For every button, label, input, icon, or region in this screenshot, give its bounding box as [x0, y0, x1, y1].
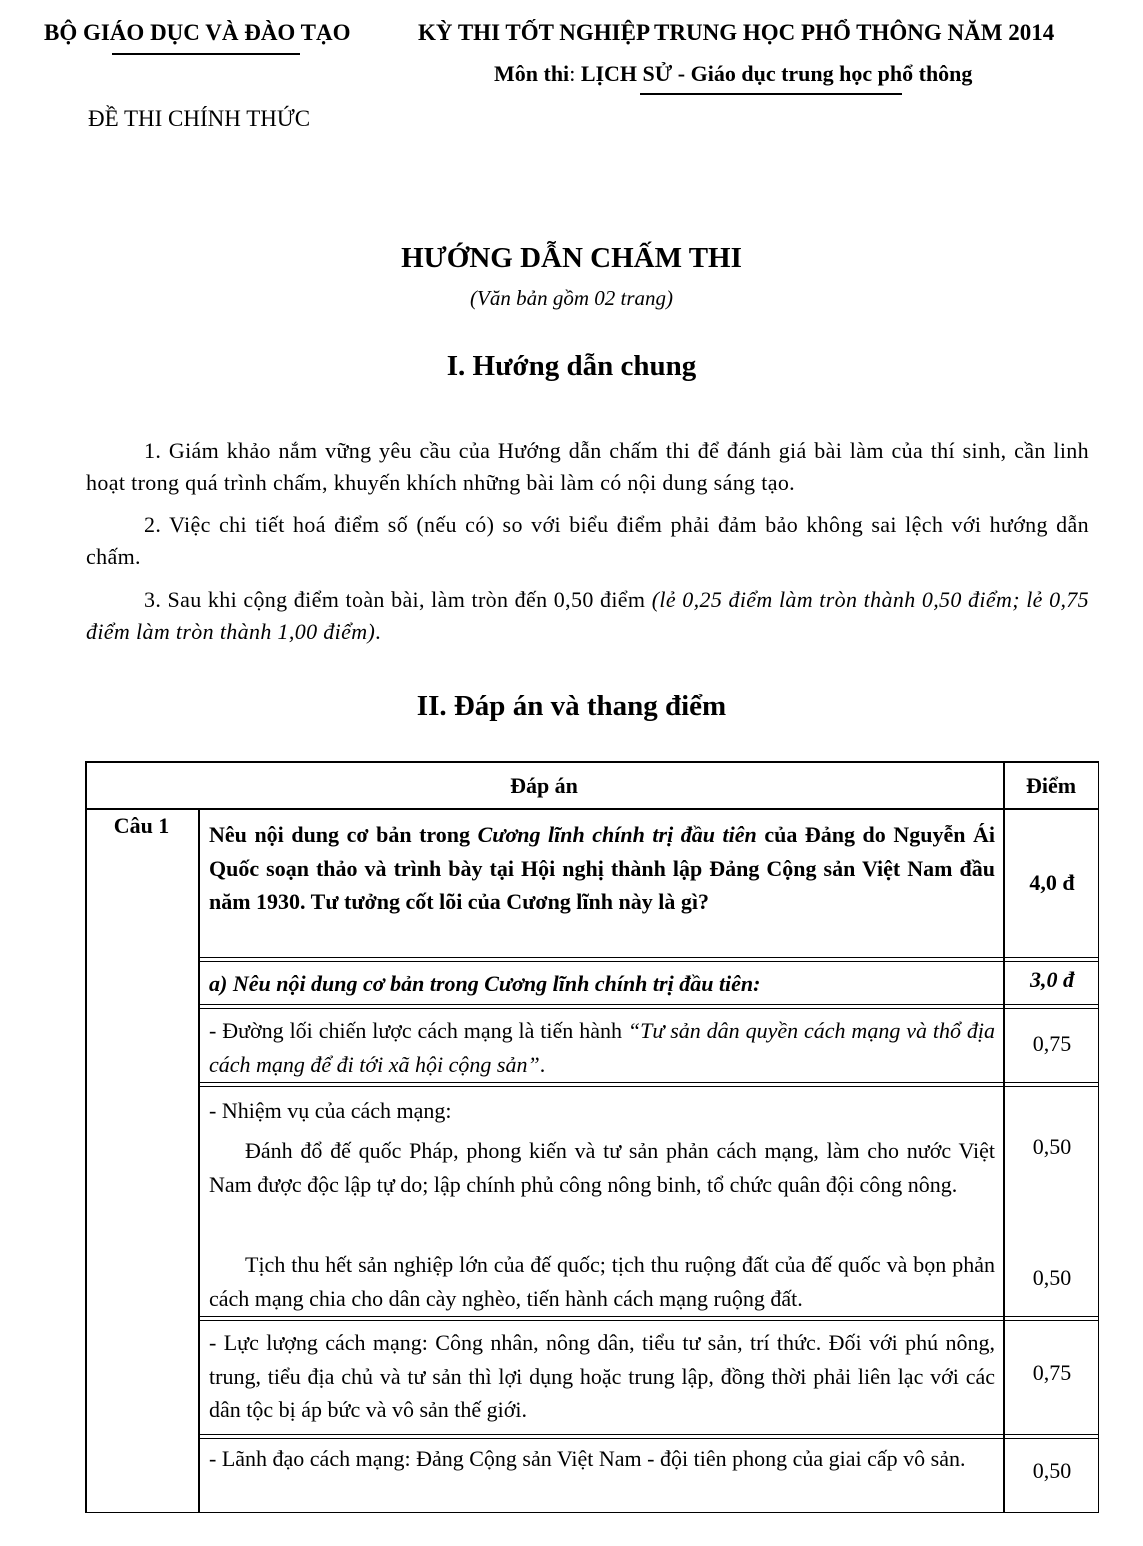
row-divider-5b: [198, 1438, 1099, 1439]
guideline-3-end: .: [375, 619, 382, 644]
subject-label: Môn thi: [494, 61, 570, 86]
guideline-2: 2. Việc chi tiết hoá điểm số (nếu có) so với biểu điểm phải đảm bảo không sai lệch với hướng dẫn chấm.: [86, 512, 1089, 569]
section-2-heading: II. Đáp án và thang điểm: [416, 690, 727, 722]
row-divider-4a: [198, 1316, 1099, 1317]
answer-tasks-para-1: Đánh đổ đế quốc Pháp, phong kiến và tư sản phản cách mạng, làm cho nước Việt Nam được độc lập tự do; lập chính phủ công nông binh, tổ chức quân đội công nông.: [209, 1138, 995, 1197]
answer-strategy-quote: “Tư sản dân quyền cách mạng và thổ địa cách mạng để đi tới xã hội cộng sản”: [209, 1018, 996, 1077]
question-label: Câu 1: [113, 813, 170, 838]
answer-tasks-title: - Nhiệm vụ của cách mạng:: [209, 1098, 452, 1123]
answer-forces: - Lực lượng cách mạng: Công nhân, nông dân, tiểu tư sản, trí thức. Đối với phú nông, trung, tiểu địa chủ và tư sản thì lợi dụng hoặc trung lập, đồng thời phải liên lạc với các dân tộc bị áp bức và vô sản thế giới.: [209, 1330, 995, 1422]
part-a-heading: a) Nêu nội dung cơ bản trong Cương lĩnh chính trị đầu tiên:: [209, 971, 761, 996]
answer-strategy-score: 0,75: [1032, 1031, 1072, 1056]
answer-strategy-lead: - Đường lối chiến lược cách mạng là tiến hành: [209, 1018, 628, 1043]
question-text-1: Nêu nội dung cơ bản trong: [209, 822, 478, 847]
part-a-score: 3,0 đ: [1030, 967, 1074, 992]
official-exam-label: ĐỀ THI CHÍNH THỨC: [88, 106, 311, 131]
row-divider-2a: [198, 1004, 1099, 1005]
guideline-1: 1. Giám khảo nắm vững yêu cầu của Hướng dẫn chấm thi để đánh giá bài làm của thí sinh, cần linh hoạt trong quá trình chấm, khuyến khích những bài làm có nội dung sáng tạo.: [86, 438, 1089, 495]
section-1-heading: I. Hướng dẫn chung: [446, 350, 697, 382]
subject-underline: [640, 93, 902, 95]
ministry-underline: [112, 53, 300, 55]
answer-strategy-end: .: [539, 1051, 546, 1077]
table-border-bottom: [85, 1512, 1099, 1514]
guideline-3: [86, 584, 1089, 648]
subject-line: Môn thi: LỊCH SỬ - Giáo dục trung học phổ thông: [494, 61, 973, 86]
row-divider-4b: [198, 1320, 1099, 1321]
answer-leadership: - Lãnh đạo cách mạng: Đảng Cộng sản Việt Nam - đội tiên phong của giai cấp vô sản.: [209, 1446, 966, 1471]
guideline-3-text: 3. Sau khi cộng điểm toàn bài, làm tròn đến 0,50 điểm: [144, 587, 646, 612]
answer-table: [85, 761, 1099, 1513]
table-col-divider-1: [198, 808, 200, 1513]
question-score: 4,0 đ: [1029, 870, 1075, 895]
row-divider-5a: [198, 1434, 1099, 1435]
document-title: HƯỚNG DẪN CHẤM THI: [401, 242, 742, 274]
answer-tasks-score-2: 0,50: [1032, 1265, 1072, 1290]
answer-leadership-score: 0,50: [1032, 1458, 1072, 1483]
table-border-left: [85, 761, 87, 1513]
row-divider-1a: [198, 957, 1099, 958]
row-divider-3b: [198, 1086, 1099, 1087]
exam-title: KỲ THI TỐT NGHIỆP TRUNG HỌC PHỔ THÔNG NĂM 2014: [418, 20, 1055, 45]
subject-value: LỊCH SỬ - Giáo dục trung học phổ thông: [580, 61, 973, 86]
ministry-name: BỘ GIÁO DỤC VÀ ĐÀO TẠO: [44, 20, 351, 45]
question-text: [209, 818, 995, 919]
col-header-score: Điểm: [1025, 773, 1077, 798]
row-divider-2b: [198, 1008, 1099, 1009]
question-text-italic: Cương lĩnh chính trị đầu tiên: [477, 822, 757, 847]
answer-forces-score: 0,75: [1032, 1360, 1072, 1385]
answer-tasks-para-2: Tịch thu hết sản nghiệp lớn của đế quốc; tịch thu ruộng đất của đế quốc và bọn phản cách mạng chia cho dân cày nghèo, tiến hành cách mạng ruộng đất.: [209, 1252, 995, 1311]
document-subtitle: (Văn bản gồm 02 trang): [470, 286, 673, 310]
guideline-3-italic: (lẻ 0,25 điểm làm tròn thành 0,50 điểm; lẻ 0,75 điểm làm tròn thành 1,00 điểm): [86, 587, 1089, 644]
question-text-2: của Đảng do Nguyễn Ái Quốc soạn thảo và trình bày tại Hội nghị thành lập Đảng Cộng sản Việt Nam đầu năm 1930. Tư tưởng cốt lõi của Cương lĩnh này là gì?: [209, 822, 995, 914]
col-header-answer: Đáp án: [510, 773, 578, 798]
answer-strategy: [209, 1014, 995, 1081]
row-divider-1b: [198, 961, 1099, 962]
row-divider-3a: [198, 1082, 1099, 1083]
answer-tasks-score-1: 0,50: [1032, 1134, 1072, 1159]
